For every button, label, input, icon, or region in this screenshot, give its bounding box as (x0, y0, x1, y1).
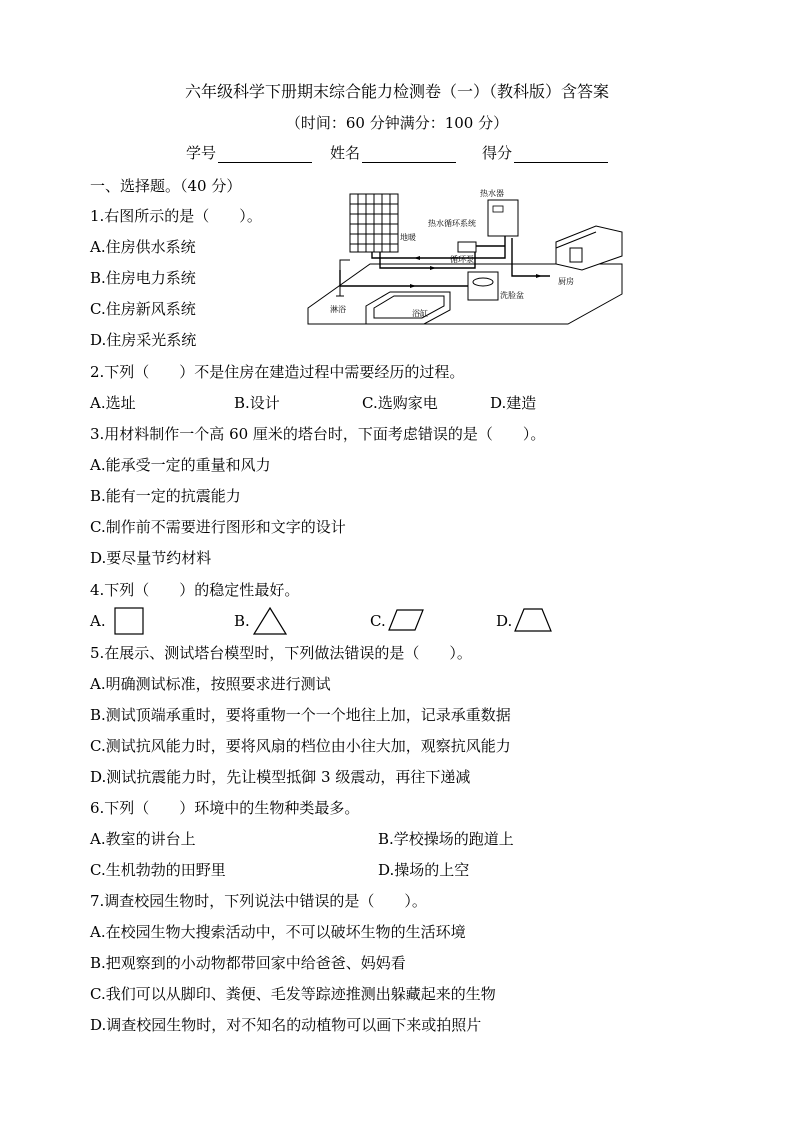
label-basin: 洗脸盆 (500, 291, 524, 300)
score-label: 得分 (482, 144, 513, 162)
question-6-option-b: B.学校操场的跑道上 (378, 830, 514, 848)
page-subtitle: （时间：60 分钟满分：100 分） (285, 114, 509, 132)
page-title: 六年级科学下册期末综合能力检测卷（一）（教科版）含答案 (184, 82, 609, 101)
parallelogram-icon (388, 609, 424, 631)
question-7-option-b: B.把观察到的小动物都带回家中给爸爸、妈妈看 (90, 954, 406, 972)
question-1-option-a: A.住房供水系统 (90, 238, 196, 256)
label-kitchen: 厨房 (558, 277, 574, 286)
question-3-option-a: A.能承受一定的重量和风力 (90, 456, 271, 474)
question-4-option-d: D. (496, 612, 513, 630)
question-7-option-c: C.我们可以从脚印、粪便、毛发等踪迹推测出躲藏起来的生物 (90, 985, 496, 1003)
question-5-option-b: B.测试顶端承重时，要将重物一个一个地往上加，记录承重数据 (90, 706, 511, 724)
question-5-stem: 5.在展示、测试塔台模型时，下列做法错误的是（ ）。 (90, 644, 472, 662)
question-4-option-b: B. (234, 612, 250, 630)
label-shower: 淋浴 (330, 305, 346, 314)
question-7-stem: 7.调查校园生物时，下列说法中错误的是（ ）。 (90, 892, 427, 910)
question-7-option-d: D.调查校园生物时，对不知名的动植物可以画下来或拍照片 (90, 1016, 482, 1034)
bathtub-icon (366, 292, 450, 324)
section-heading: 一、选择题。（40 分） (90, 177, 242, 195)
question-6-option-c: C.生机勃勃的田野里 (90, 861, 226, 879)
name-field (330, 143, 456, 163)
shower-icon (336, 260, 350, 296)
kitchen-icon (556, 226, 622, 270)
score-field (482, 143, 608, 163)
question-2-option-a: A.选址 (90, 394, 136, 412)
student-id-label: 学号 (186, 144, 217, 162)
question-2-option-c: C.选购家电 (362, 394, 438, 412)
question-1-option-d: D.住房采光系统 (90, 331, 197, 349)
question-2-stem: 2.下列（ ）不是住房在建造过程中需要经历的过程。 (90, 363, 465, 381)
question-6-option-a: A.教室的讲台上 (90, 830, 196, 848)
question-2-option-b: B.设计 (234, 394, 280, 412)
question-7-option-a: A.在校园生物大搜索活动中，不可以破坏生物的生活环境 (90, 923, 466, 941)
question-3-option-d: D.要尽量节约材料 (90, 549, 212, 567)
question-1-stem: 1.右图所示的是（ ）。 (90, 207, 262, 225)
basin-icon (468, 272, 498, 300)
house-plumbing-diagram (300, 186, 630, 336)
question-6-option-d: D.操场的上空 (378, 861, 470, 879)
pump-icon (458, 242, 476, 252)
question-3-option-c: C.制作前不需要进行图形和文字的设计 (90, 518, 346, 536)
label-bathtub: 浴缸 (412, 309, 428, 318)
question-3-stem: 3.用材料制作一个高 60 厘米的塔台时，下面考虑错误的是（ ）。 (90, 425, 546, 443)
student-id-blank (218, 146, 312, 163)
question-6-stem: 6.下列（ ）环境中的生物种类最多。 (90, 799, 360, 817)
triangle-icon (252, 607, 288, 635)
floor-outline (308, 264, 622, 324)
question-3-option-b: B.能有一定的抗震能力 (90, 487, 241, 505)
student-id-field (186, 143, 312, 163)
label-water-heater: 热水器 (480, 189, 504, 198)
question-2-option-d: D.建造 (490, 394, 537, 412)
question-1-option-b: B.住房电力系统 (90, 269, 196, 287)
name-label: 姓名 (330, 144, 361, 162)
question-4-option-a: A. (90, 612, 106, 630)
question-5-option-c: C.测试抗风能力时，要将风扇的档位由小往大加，观察抗风能力 (90, 737, 511, 755)
floor-heating-grid (350, 194, 398, 252)
label-pump: 循环泵 (450, 255, 474, 264)
question-4-option-c: C. (370, 612, 386, 630)
label-hot-water-loop: 热水循环系统 (428, 219, 476, 228)
square-icon (114, 607, 146, 635)
name-blank (362, 146, 456, 163)
label-floor-heating: 地暖 (400, 233, 416, 242)
question-5-option-d: D.测试抗震能力时，先让模型抵御 3 级震动，再往下递减 (90, 768, 471, 786)
score-blank (514, 146, 608, 163)
question-5-option-a: A.明确测试标准，按照要求进行测试 (90, 675, 331, 693)
pipes (340, 230, 550, 286)
trapezoid-icon (514, 608, 552, 632)
question-1-option-c: C.住房新风系统 (90, 300, 196, 318)
water-heater-icon (488, 200, 518, 236)
question-4-stem: 4.下列（ ）的稳定性最好。 (90, 581, 300, 599)
